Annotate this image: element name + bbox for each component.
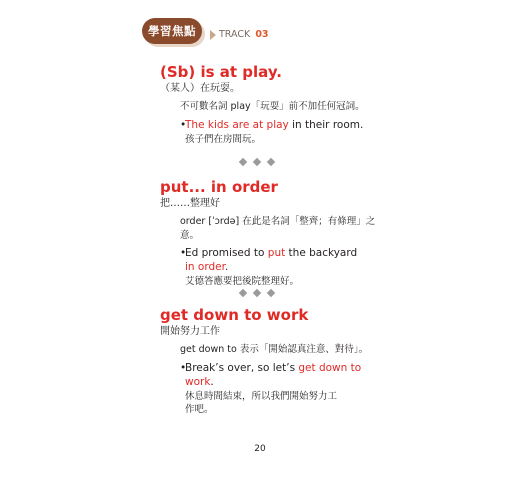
divider: [238, 159, 278, 167]
entry-3: [160, 306, 380, 416]
example-highlight: put: [267, 247, 286, 259]
usage-note: order [ˈɔrdə] 在此是名詞「整齊；有條理」之意。: [180, 216, 376, 241]
example-translation: 艾德答應要把後院整理好。: [185, 276, 300, 287]
example-translation: 孩子們在房間玩。: [185, 133, 262, 145]
focus-badge: 學習焦點: [142, 18, 202, 44]
entry-2: [160, 178, 380, 288]
example-sentence: •Break’s over, so let’s get down to work.: [180, 361, 362, 388]
phrase-meaning: 開始努力工作: [160, 326, 220, 337]
phrase-heading: (Sb) is at play.: [160, 63, 282, 81]
example-highlight: work: [185, 375, 211, 388]
entry-1: [160, 63, 380, 146]
page-number: 20: [254, 444, 266, 454]
usage-note: get down to 表示「開始認真注意、對待」。: [180, 344, 369, 355]
example-highlight: in order: [185, 261, 225, 273]
phrase-meaning: （某人）在玩耍。: [160, 83, 240, 94]
track-number: 03: [255, 29, 269, 40]
phrase-meaning: 把……整理好: [160, 198, 220, 209]
example-text: Break’s over, so let’s: [185, 361, 299, 374]
example-text: the backyard: [285, 247, 358, 259]
example-sentence: •Ed promised to put the backyard in order.: [180, 247, 358, 273]
example-text: in their room.: [288, 118, 364, 131]
phrase-heading: put... in order: [160, 178, 278, 196]
phrase-heading: get down to work: [160, 306, 309, 324]
track-label: TRACK: [219, 29, 251, 40]
example-translation: 休息時間結束，所以我們開始努力工作吧。: [185, 390, 338, 415]
play-icon[interactable]: [210, 30, 216, 40]
audio-track[interactable]: [210, 24, 269, 38]
example-sentence: •The kids are at play in their room.: [180, 118, 364, 131]
example-text: Ed promised to: [185, 247, 268, 259]
example-highlight: The kids are at play: [185, 118, 289, 131]
divider: [238, 290, 278, 298]
example-highlight: get down to: [298, 361, 362, 374]
usage-note: 不可數名詞 play「玩耍」前不加任何冠詞。: [180, 101, 365, 112]
